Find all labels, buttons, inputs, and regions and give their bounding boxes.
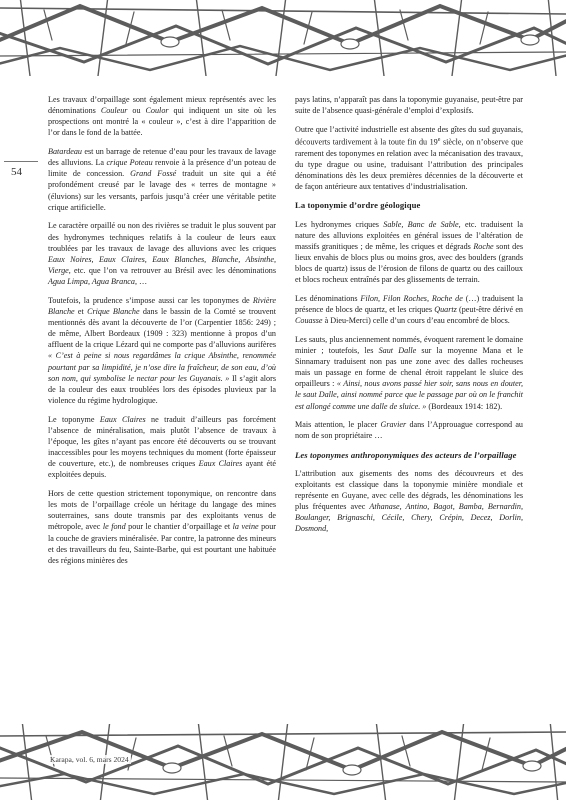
italic-text-run: Sable, Banc de Sable: [383, 219, 459, 229]
text-run: Les dénominations: [295, 293, 361, 303]
italic-text-run: « C’est à peine si nous regardâmes la crique Absinthe, renommée pourtant par sa limpidité, je n’ose dire la fraîcheur, de son eau, d’où son nom, qui symbolise le nectar pour les Guyanais. »: [48, 351, 276, 383]
paragraph: [295, 293, 523, 326]
text-run: pour le chantier d’orpaillage et: [125, 522, 233, 532]
paragraph: [48, 295, 276, 407]
paragraph: [48, 414, 276, 481]
text-run: sont des lieux envahis de blocs plus ou moins gros, avec des boulders (grands blocs de quartz) issus de l’érosion de filons de quartz ou des cailloux et blocs rocheux entraînés par des glissements de terrain.: [295, 241, 523, 285]
text-run: Les travaux d’orpaillage sont également mieux représentés avec les dénominations: [48, 95, 276, 116]
left-text-column: [48, 94, 276, 573]
italic-text-run: Coulor: [145, 106, 169, 116]
text-run: Le toponyme: [48, 414, 100, 424]
paragraph: [295, 468, 523, 535]
text-run: Les sauts, plus anciennement nommés, évoquent rarement le domaine minier ; toutefois, les: [295, 334, 523, 355]
italic-text-run: « Ainsi, nous avons passé hier soir, sans nous en douter, le saut Dalle, ainsi nommé parce que le passage par où on le franchit est allongé comme une dalle de sluice. »: [295, 379, 523, 411]
section-heading: Les toponymes anthroponymiques des acteurs de l’orpaillage: [295, 449, 517, 460]
text-run: Il s’agit alors de la couleur des eaux troublées lors des épisodes pluvieux par la violence du régime hydrologique.: [48, 373, 276, 406]
italic-text-run: Agua Limpa, Agua Branca: [48, 277, 135, 287]
text-run: à Dieu-Merci) celle d’un cours d’eau encombré de blocs.: [322, 316, 510, 326]
paragraph: [48, 220, 276, 287]
italic-text-run: Athanase, Antino, Bagot, Bamba, Bernardin, Boulanger, Brignaschi, Cécile, Chery, Crépin, Decez, Dorlin, Dosmond,: [295, 502, 523, 534]
text-run: et: [74, 306, 88, 316]
italic-text-run: Grand Fossé: [130, 169, 177, 179]
text-run: Toutefois, la prudence s’impose aussi car les toponymes de: [48, 295, 253, 305]
sketch-pattern-top: [0, 0, 566, 76]
text-run: ou: [127, 106, 146, 116]
text-run: Le caractère orpaillé ou non des rivières se traduit le plus souvent par des hydronymes techniques relatifs à la couleur de leurs eaux troublées par les travaux de lavage des alluvions avec les criques: [48, 221, 276, 253]
italic-text-run: Gravier: [380, 420, 407, 430]
text-run: Les hydronymes criques: [295, 219, 384, 229]
paragraph: [48, 488, 276, 566]
text-run: traduit un site qui a été profondément creusé par le lavage des « terres de montagne » (éluvions) sur les versants, parfois jusqu’à créer une véritable petite crique artificielle.: [48, 169, 276, 212]
italic-text-run: Quartz: [434, 305, 457, 314]
italic-text-run: Filon, Filon Roches, Roche de: [360, 293, 463, 303]
text-run: dans l’Approuague correspond au nom de son propriétaire …: [295, 420, 523, 441]
italic-text-run: la veine: [232, 522, 259, 532]
italic-text-run: Eaux Noires, Eaux Claires, Eaux Blanches, Blanche, Absinthe, Vierge: [48, 254, 276, 275]
text-run: dans le bassin de la Comté se trouvent mentionnés dès avant la découverte de l’or (Carpentier 1856: 249) ; de même, Albert Bordeaux (1909 : 323) mentionne à propos d’un affluent de la crique Lézard qui ne comporte pas d’alluvions aurifères: [48, 306, 276, 350]
italic-text-run: le fond: [102, 522, 126, 532]
paragraph: [48, 94, 276, 139]
italic-text-run: Rivière Blanche: [48, 295, 276, 316]
decorative-top-border: [0, 0, 566, 76]
text-run: qui indiquent un site où les prospections ont montré la « couleur », c’est à dire l’apparition de l’or dans le fond de la battée.: [48, 106, 276, 138]
paragraph: [295, 94, 523, 116]
text-run: pour la couche de graviers minéralisée. Par contre, la patronne des mineurs et des travailleurs du feu, Sainte-Barbe, qui est pourtant une habituée des régions minières des: [48, 522, 276, 565]
text-run: Mais attention, le placer: [295, 420, 381, 430]
text-run: (Bordeaux 1914: 182).: [426, 401, 503, 411]
text-run: L’attribution aux gisements des noms des découvreurs et des exploitants est classique dans la toponymie minière mondiale et représente en Guyane, avec celle des dégrads, les dénominations les plus fréquentes avec: [295, 468, 523, 512]
page-number: 54: [11, 166, 22, 178]
text-run: Hors de cette question strictement toponymique, on rencontre dans les mots de l’orpaillage créole un héritage du langage des mines souterraines, sans doute transmis par des exploitants venus de métropole, avec: [48, 488, 276, 532]
italic-text-run: Couasse: [295, 316, 323, 326]
paragraph: [295, 334, 523, 412]
italic-text-run: Eaux Claires: [99, 414, 146, 424]
text-run: , etc. que l’on va retrouver au Brésil avec les dénominations: [68, 265, 276, 275]
right-text-column: [295, 94, 523, 542]
text-run: siècle, on n’observe que rarement des toponymes en relation avec la mécanisation des travaux, du type draguе ou usine, traduisant l’attribution des principales dénominations dès les deux premières décennies de la découverte et de façon antérieure aux tentatives d’industrialisation.: [295, 137, 523, 192]
text-run: , etc. traduisent la nature des alluvions exploitées en général issues de l’altération de massifs granitiques ; de même, les criques et dégrads: [295, 219, 524, 251]
text-run: ayant été exploitées depuis.: [48, 459, 276, 480]
page-number-rule: [4, 161, 38, 162]
paragraph: [295, 124, 523, 193]
italic-text-run: Roche: [473, 241, 494, 251]
text-run: (peut-être dérivé en: [456, 305, 523, 314]
footer-citation: Karapa, vol. 6, mars 2024: [50, 755, 129, 764]
paragraph: [295, 419, 523, 441]
text-run: Outre que l’activité industrielle est absente des gîtes du sud guyanais, découverts tardivement à la toute fin du 19: [295, 124, 523, 147]
italic-text-run: Eaux Claires: [198, 459, 243, 469]
text-run: pays latins, n’apparaît pas dans la toponymie guyanaise, peut-être par suite de l’absence quasi-générale d’emploi d’explosifs.: [295, 95, 523, 116]
italic-text-run: Batardeau: [48, 147, 82, 157]
paragraph: [295, 219, 523, 286]
text-run: e: [437, 136, 441, 143]
text-run: renvoie à la présence d’un poteau de limite de concession.: [48, 158, 276, 179]
section-heading: La toponymie d’ordre géologique: [295, 200, 421, 211]
italic-text-run: crique Poteau: [106, 158, 153, 168]
paragraph: [48, 146, 276, 213]
text-run: sur la moyenne Mana et le Sinnamary traduisent non pas une zone avec des dalles rocheuses mais un passage en forme de chenal étroit rappelant le sluice des orpailleurs :: [295, 345, 523, 389]
text-run: , …: [134, 277, 148, 287]
text-run: (…) traduisent la présence de blocs de quartz, et les criques: [295, 293, 523, 314]
italic-text-run: Saut Dalle: [378, 345, 417, 355]
text-run: ne traduit d’ailleurs pas forcément l’absence de minéralisation, mais plutôt l’absence de travaux à l’époque, les gîtes n’ayant pas encore été découverts ou se trouvant inaccessibles pour les moyens techniques du moment (forte épaisseur de couverture, etc.), de nombreuses criques: [48, 414, 276, 469]
text-run: est un barrage de retenue d’eau pour les travaux de lavage des alluvions. La: [48, 147, 276, 168]
italic-text-run: Couleur: [100, 106, 128, 116]
italic-text-run: Crique Blanche: [87, 306, 140, 316]
